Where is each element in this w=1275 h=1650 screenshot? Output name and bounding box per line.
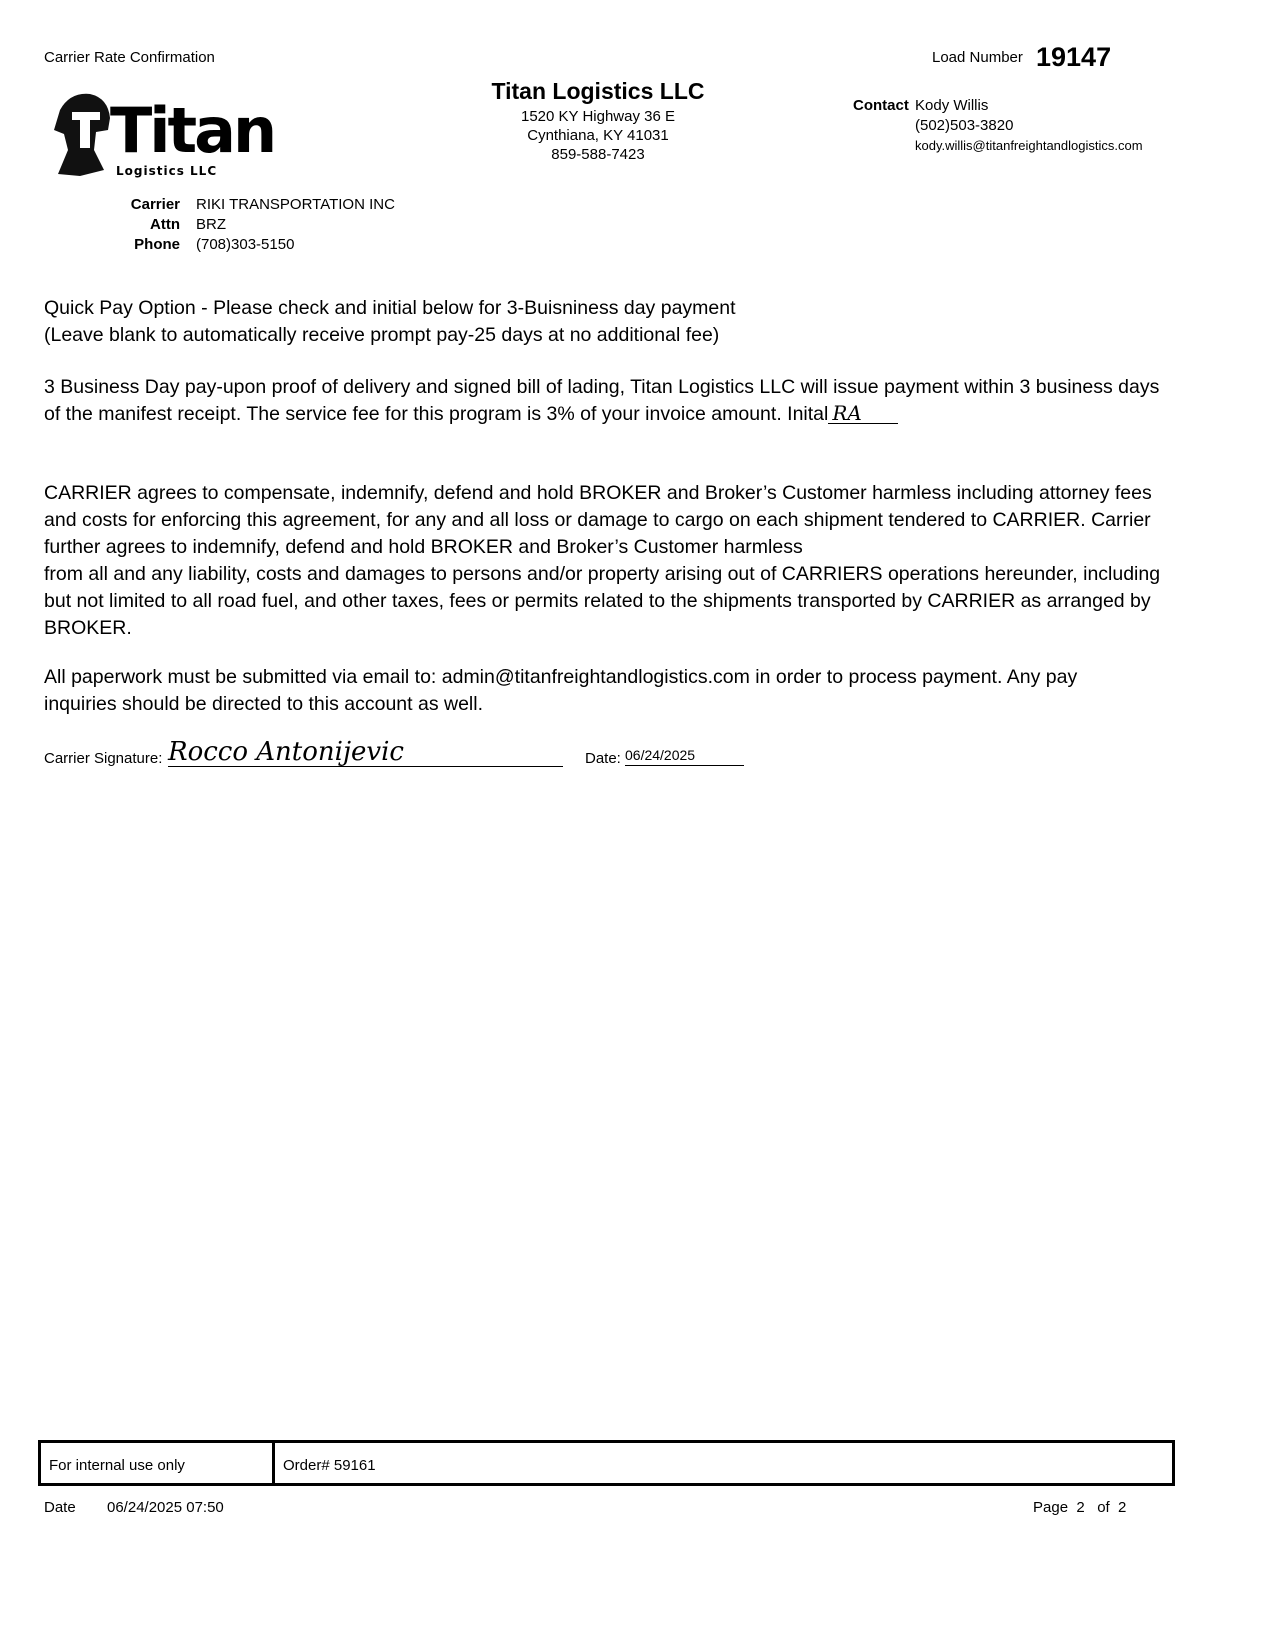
paperwork-section: [44, 664, 1244, 718]
indemnity-line: from all and any liability, costs and damages to persons and/or property arising out of CARRIERS operations hereunder, including: [44, 563, 1161, 585]
contact-email: kody.willis@titanfreightandlogistics.com: [915, 138, 1143, 153]
carrier-label: Carrier: [130, 196, 180, 213]
date-field[interactable]: 06/24/2025: [625, 745, 744, 766]
paperwork-line2: inquiries should be directed to this account as well.: [44, 693, 483, 715]
internal-use-table: [38, 1440, 1175, 1486]
load-number: 19147: [1036, 42, 1112, 72]
quick-pay-line2: (Leave blank to automatically receive prompt pay-25 days at no additional fee): [44, 324, 720, 346]
logo-wordmark: Titan: [110, 94, 275, 167]
company-block: [440, 78, 756, 163]
business-day-section: [44, 374, 1234, 428]
footer-date-label: Date: [44, 1499, 76, 1516]
load-number-label: Load Number: [932, 49, 1023, 66]
quick-pay-line1: Quick Pay Option - Please check and initial below for 3-Buisniness day payment: [44, 297, 736, 319]
indemnity-line: but not limited to all road fuel, and other taxes, fees or permits related to the shipments transported by CARRIER as arranged by: [44, 590, 1151, 612]
contact-label: Contact: [853, 97, 909, 114]
indemnity-line: further agrees to indemnify, defend and hold BROKER and Broker’s Customer harmless: [44, 536, 803, 558]
order-number-cell: Order# 59161: [283, 1457, 376, 1474]
signature-label: Carrier Signature:: [44, 750, 163, 767]
phone-label: Phone: [134, 236, 180, 253]
company-address-line1: 1520 KY Highway 36 E: [521, 108, 675, 125]
contact-name: Kody Willis: [915, 97, 989, 114]
quick-pay-section: [44, 295, 736, 349]
paperwork-line1: All paperwork must be submitted via email to: admin@titanfreightandlogistics.com in order to process payment. Any pay: [44, 666, 1078, 688]
signature-field[interactable]: Rocco Antonijevic: [168, 738, 563, 767]
indemnity-line: BROKER.: [44, 617, 132, 639]
initials-field[interactable]: RA: [828, 403, 898, 424]
company-address-line2: Cynthiana, KY 41031: [527, 127, 669, 144]
indemnity-section: [44, 480, 1244, 642]
logo-subtext: Logistics LLC: [116, 164, 218, 178]
attn-label: Attn: [150, 216, 180, 233]
company-phone: 859-588-7423: [551, 146, 645, 163]
date-label: Date:: [585, 750, 621, 767]
contact-phone: (502)503-3820: [915, 117, 1014, 134]
business-day-line1: 3 Business Day pay-upon proof of delivery and signed bill of lading, Titan Logistics LLC will issue payment within 3 business days: [44, 376, 1160, 398]
indemnity-line: and costs for enforcing this agreement, for any and all loss or damage to cargo on each shipment tendered to CARRIER. Carrier: [44, 509, 1151, 531]
indemnity-line: CARRIER agrees to compensate, indemnify, defend and hold BROKER and Broker’s Customer harmless including attorney fees: [44, 482, 1152, 504]
phone-value: (708)303-5150: [196, 236, 295, 253]
carrier-value: RIKI TRANSPORTATION INC: [196, 196, 395, 213]
document-title: Carrier Rate Confirmation: [44, 49, 215, 66]
attn-value: BRZ: [196, 216, 226, 233]
footer-date-value: 06/24/2025 07:50: [107, 1499, 224, 1516]
internal-use-cell: For internal use only: [41, 1443, 275, 1483]
titan-logo: [50, 90, 275, 182]
business-day-line2: of the manifest receipt. The service fee for this program is 3% of your invoice amount. Inital: [44, 403, 829, 425]
page-number: Page 2 of 2: [1033, 1499, 1127, 1516]
company-name: Titan Logistics LLC: [491, 78, 705, 104]
